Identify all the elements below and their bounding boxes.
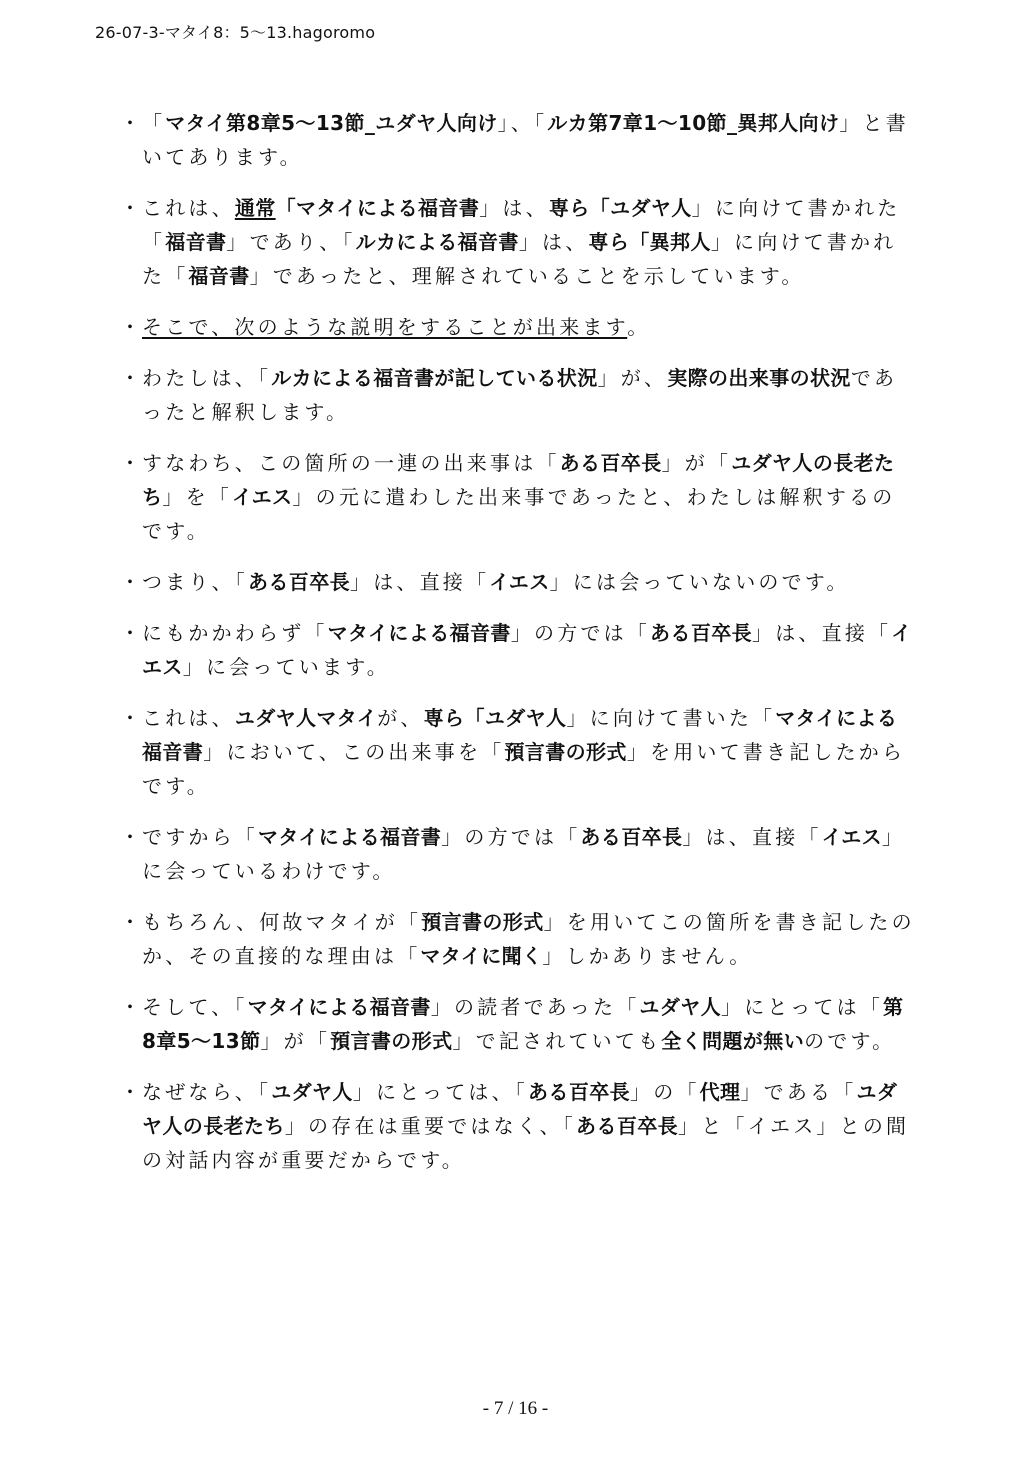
- document-header-filename: 26-07-3-マタイ8：5〜13.hagoromo: [95, 23, 376, 42]
- bold-text: マタイによる福音書: [258, 825, 442, 849]
- bold-text: マタイによる福音書: [247, 995, 431, 1019]
- text-segment: 」に会っているわけです。: [142, 825, 906, 883]
- bold-text: ある百卒長: [528, 1080, 631, 1104]
- text-segment: 」であったと、理解されていることを示しています。: [249, 264, 805, 288]
- bold-text: 預言書の形式: [421, 910, 544, 934]
- bullet-marker: ・: [120, 825, 140, 849]
- bold-text: イエス: [821, 825, 883, 849]
- bold-text: ある百卒長: [559, 451, 662, 475]
- text-segment: 」の方では「: [510, 621, 651, 645]
- bold-text: イエス: [232, 485, 293, 509]
- bold-text: 専ら: [423, 706, 465, 730]
- text-segment: つまり、「: [142, 570, 248, 594]
- text-segment: 」を用いて書き記したからです。: [142, 740, 906, 798]
- text-segment: が、: [377, 706, 424, 730]
- text-segment: 」は、: [518, 230, 589, 254]
- underlined-text: そこで、次のような説明をすることが出来ます: [142, 315, 628, 339]
- text-segment: 」にとっては「: [721, 995, 884, 1019]
- text-segment: のです。: [804, 1029, 896, 1053]
- bold-text: ルカによる福音書: [355, 230, 519, 254]
- bold-text: イエス: [489, 570, 550, 594]
- bullet-paragraph: [120, 1075, 915, 1177]
- bold-text: ある百卒長: [576, 1114, 679, 1138]
- bold-text: ルカ第7章1〜10節_異邦人向け: [547, 111, 840, 135]
- bullet-paragraph: [120, 565, 915, 599]
- text-segment: 」で記されていても: [452, 1029, 662, 1053]
- bullet-paragraph: [120, 616, 915, 684]
- text-segment: 」、「: [497, 111, 548, 135]
- bold-text: マタイによる福音書: [327, 621, 511, 645]
- bullet-marker: ・: [120, 570, 140, 594]
- text-segment: 」の存在は重要ではなく、「: [284, 1114, 577, 1138]
- text-segment: 」にとっては、「: [352, 1080, 529, 1104]
- page-number: - 7 / 16 -: [482, 1398, 549, 1419]
- bold-text: 異邦人: [649, 230, 711, 254]
- text-segment: 」は、直接「: [350, 570, 490, 594]
- bullet-marker: ・: [120, 706, 140, 730]
- bold-text: マタイに聞く: [420, 944, 543, 968]
- bullet-marker: ・: [120, 315, 140, 339]
- text-segment: 」と「イエス」との間の対話内容が重要だからです。: [142, 1114, 910, 1172]
- text-segment: 」の読者であった「: [430, 995, 640, 1019]
- text-segment: 」は、直接「: [752, 621, 892, 645]
- bold-text: 「: [629, 230, 650, 254]
- bullet-marker: ・: [120, 111, 140, 135]
- bold-text: ユダヤ人の長老たち: [142, 451, 895, 509]
- text-segment: 」を「: [162, 485, 233, 509]
- bullet-marker: ・: [120, 1080, 140, 1104]
- bullet-paragraph: [120, 446, 915, 548]
- text-segment: 」しかありません。: [542, 944, 753, 968]
- text-segment: 」が「: [661, 451, 732, 475]
- bold-text: ある百卒長: [650, 621, 753, 645]
- text-segment: 」に向けて書いた「: [566, 706, 776, 730]
- bold-text: ユダヤ人: [484, 706, 567, 730]
- bold-text: 「: [275, 196, 297, 220]
- bold-text: 通常: [234, 196, 276, 220]
- text-segment: 」に会っています。: [182, 655, 391, 679]
- bold-text: ユダヤ人マタイ: [234, 706, 378, 730]
- text-segment: なぜなら、「: [142, 1080, 272, 1104]
- text-segment: にもかかわらず「: [142, 621, 328, 645]
- text-segment: わたしは、「: [142, 366, 272, 390]
- bold-text: マタイ第8章5〜13節_ユダヤ人向け: [165, 111, 498, 135]
- bold-text: 全く問題が無い: [661, 1029, 805, 1053]
- bold-text: 「: [589, 196, 611, 220]
- underline: [142, 315, 627, 339]
- document-body: [120, 106, 915, 1194]
- bullet-marker: ・: [120, 995, 140, 1019]
- bullet-paragraph: [120, 701, 915, 803]
- text-segment: 」に向けて書かれた「: [142, 230, 897, 288]
- bullet-paragraph: [120, 191, 915, 293]
- bold-text: マタイによる福音書: [142, 706, 898, 764]
- bullet-paragraph: [120, 820, 915, 888]
- bullet-paragraph: [120, 990, 915, 1058]
- text-segment: すなわち、この箇所の一連の出来事は「: [142, 451, 560, 475]
- bullet-paragraph: [120, 905, 915, 973]
- bold-text: マタイによる福音書: [296, 196, 480, 220]
- bullet-marker: ・: [120, 621, 140, 645]
- bold-text: イエス: [142, 621, 912, 679]
- text-segment: 」が、: [597, 366, 668, 390]
- bold-text: 「: [464, 706, 485, 730]
- bold-text: ユダヤ人: [610, 196, 692, 220]
- bold-text: 実際の出来事の状況: [667, 366, 851, 390]
- bold-text: ユダヤ人: [639, 995, 722, 1019]
- bold-text: ある百卒長: [248, 570, 350, 594]
- bold-text: 専ら: [548, 196, 590, 220]
- bold-text: 第8章5〜13節: [142, 995, 904, 1053]
- text-segment: 」には会っていないのです。: [549, 570, 850, 594]
- bold-text: 専ら: [588, 230, 630, 254]
- text-segment: 」が「: [260, 1029, 331, 1053]
- bold-text: ユダヤ人の長老たち: [142, 1080, 898, 1138]
- bullet-paragraph: [120, 106, 915, 174]
- bullet-marker: ・: [120, 910, 140, 934]
- bold-text: ユダヤ人: [271, 1080, 353, 1104]
- bold-text: 福音書: [165, 230, 227, 254]
- bullet-marker: ・: [120, 451, 140, 475]
- text-segment: これは、: [142, 196, 235, 220]
- text-segment: 」に向けて書かれた「: [142, 196, 901, 254]
- text-segment: 」の方では「: [441, 825, 581, 849]
- bold-text: 預言書の形式: [330, 1029, 453, 1053]
- bold-text: 代理: [699, 1080, 741, 1104]
- text-segment: 「: [142, 111, 166, 135]
- bold-text: 預言書の形式: [504, 740, 627, 764]
- bullet-marker: ・: [120, 366, 140, 390]
- text-segment: 」と書いてあります。: [142, 111, 909, 169]
- text-segment: これは、: [142, 706, 235, 730]
- bullet-marker: ・: [120, 196, 140, 220]
- bold-text: ある百卒長: [580, 825, 683, 849]
- text-segment: 」である「: [740, 1080, 857, 1104]
- text-segment: 」を用いてこの箇所を書き記したのか、その直接的な理由は「: [142, 910, 915, 968]
- text-segment: 」において、この出来事を「: [203, 740, 505, 764]
- text-segment: 」の「: [630, 1080, 700, 1104]
- text-segment: 」は、: [479, 196, 549, 220]
- bold-text: 福音書: [188, 264, 250, 288]
- bold-text: ルカによる福音書が記している状況: [271, 366, 598, 390]
- text-segment: もちろん、何故マタイが「: [142, 910, 422, 934]
- text-segment: ですから「: [142, 825, 258, 849]
- underline: [235, 196, 276, 220]
- bullet-paragraph: [120, 361, 915, 429]
- text-segment: 。: [627, 315, 651, 339]
- text-segment: 」の元に遣わした出来事であったと、わたしは解釈するのです。: [142, 485, 896, 543]
- text-segment: であったと解釈します。: [142, 366, 898, 424]
- text-segment: 」は、直接「: [682, 825, 822, 849]
- text-segment: 」であり、「: [226, 230, 356, 254]
- text-segment: そして、「: [142, 995, 248, 1019]
- bullet-paragraph: [120, 310, 915, 344]
